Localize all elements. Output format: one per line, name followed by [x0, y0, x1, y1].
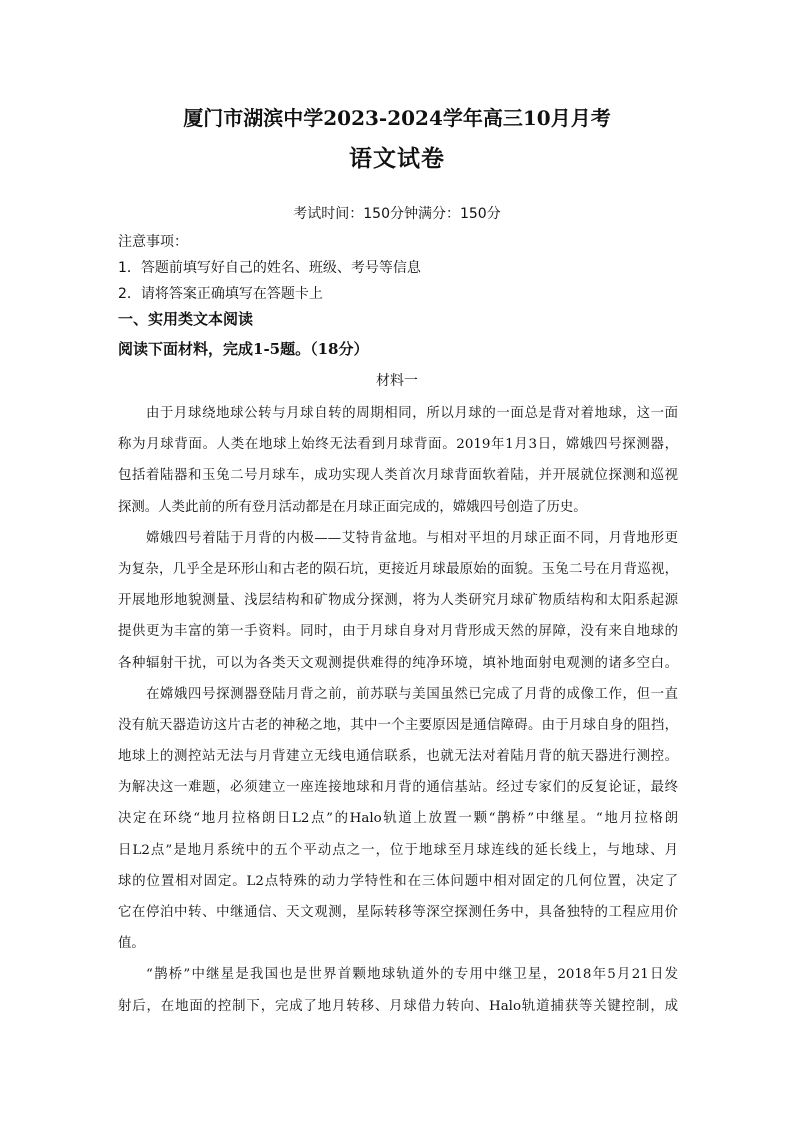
article-line: 在嫦娥四号探测器登陆月背之前，前苏联与美国虽然已完成了月背的成像工作，但一直 — [146, 686, 678, 702]
article-line: 日L2点”是地月系统中的五个平动点之一，位于地球至月球连线的延长线上，与地球、月 — [118, 842, 678, 858]
article-line: 各种辐射干扰，可以为各类天文观测提供难得的纯净环境，填补地面射电观测的诸多空白。 — [118, 655, 678, 671]
article-line: 开展地形地貌测量、浅层结构和矿物成分探测，将为人类研究月球矿物质结构和太阳系起源 — [118, 593, 678, 609]
exam-subject-title: 语文试卷 — [349, 145, 445, 172]
material-label: 材料一 — [376, 373, 418, 389]
article-line: 嫦娥四号着陆于月背的内极——艾特肯盆地。与相对平坦的月球正面不同，月背地形更 — [146, 530, 678, 546]
note-item: 2．请将答案正确填写在答题卡上 — [118, 286, 323, 302]
article-line: 决定在环绕“地月拉格朗日L2点”的Halo轨道上放置一颗“鹊桥”中继星。“地月拉格朗 — [118, 811, 678, 827]
note-item: 1．答题前填写好自己的姓名、班级、考号等信息 — [118, 260, 421, 276]
article-line: 称为月球背面。人类在地球上始终无法看到月球背面。2019年1月3日，嫦娥四号探测器， — [118, 437, 678, 453]
article-line: 为复杂，几乎全是环形山和古老的陨石坑，更接近月球最原始的面貌。玉兔二号在月背巡视， — [118, 561, 678, 577]
notes-block — [118, 229, 678, 307]
article-line: 射后，在地面的控制下，完成了地月转移、月球借力转向、Halo轨道捕获等关键控制，成 — [118, 998, 678, 1014]
article-line: 为解决这一难题，必须建立一座连接地球和月背的通信基站。经过专家们的反复论证，最终 — [118, 780, 678, 796]
article-line: 值。 — [118, 936, 145, 952]
article-line: “鹊桥”中继星是我国也是世界首颗地球轨道外的专用中继卫星，2018年5月21日发 — [146, 967, 678, 983]
article-line: 地球上的测控站无法与月背建立无线电通信联系，也就无法对着陆月背的航天器进行测控。 — [118, 749, 678, 765]
article-line: 提供更为丰富的第一手资料。同时，由于月球自身对月背形成天然的屏障，没有来自地球的 — [118, 624, 678, 640]
exam-time-info: 考试时间：150分钟满分：150分 — [293, 206, 501, 222]
exam-title: 厦门市湖滨中学2023-2024学年高三10月月考 — [183, 106, 611, 130]
article-body — [118, 398, 678, 1022]
article-line: 包括着陆器和玉兔二号月球车，成功实现人类首次月球背面软着陆，并开展就位探测和巡视 — [118, 468, 678, 484]
reading-instruction: 阅读下面材料，完成1-5题。（18分） — [118, 340, 369, 358]
article-line: 球的位置相对固定。L2点特殊的动力学特性和在三体问题中相对固定的几何位置，决定了 — [118, 873, 678, 889]
article-line: 探测。人类此前的所有登月活动都是在月球正面完成的，嫦娥四号创造了历史。 — [118, 499, 587, 515]
article-line: 它在停泊中转、中继通信、天文观测，星际转移等深空探测任务中，具备独特的工程应用价 — [118, 905, 678, 920]
article-line: 没有航天器造访这片古老的神秘之地，其中一个主要原因是通信障碍。由于月球自身的阻挡， — [118, 717, 678, 733]
notes-heading: 注意事项： — [118, 234, 188, 250]
article-line: 由于月球绕地球公转与月球自转的周期相同，所以月球的一面总是背对着地球，这一面 — [146, 406, 678, 421]
section-heading: 一、实用类文本阅读 — [118, 310, 254, 328]
